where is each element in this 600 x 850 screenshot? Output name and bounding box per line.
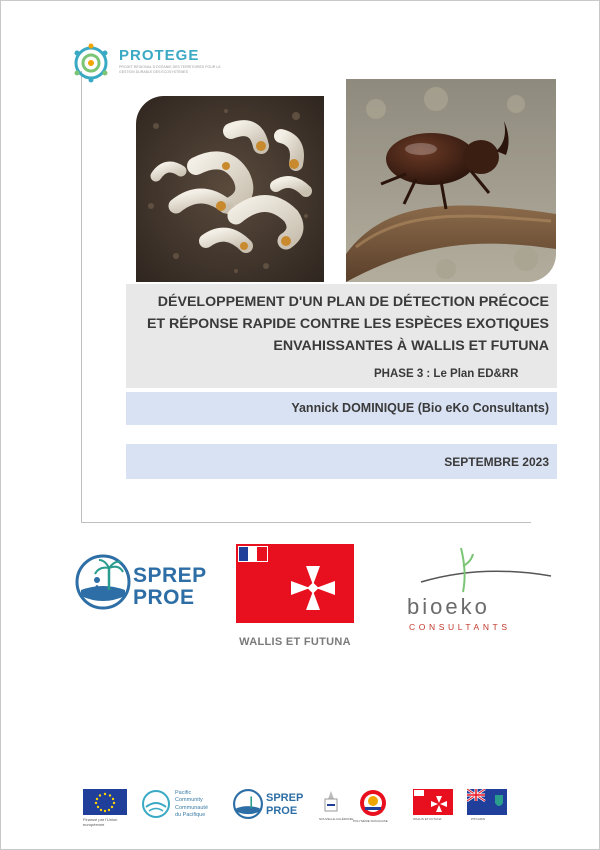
- bioeko-swoosh-icon: [401, 546, 556, 594]
- sprep-small-name: SPREP: [266, 792, 304, 804]
- title-line-3: ENVAHISSANTES À WALLIS ET FUTUNA: [273, 338, 549, 354]
- protege-emblem-icon: [69, 41, 113, 85]
- report-phase: PHASE 3 : Le Plan ED&RR: [374, 368, 519, 380]
- french-polynesia-emblem-icon: [359, 789, 387, 817]
- protege-brand-name: PROTEGE: [119, 47, 200, 64]
- date-band: [126, 444, 557, 479]
- french-polynesia-logo: [353, 789, 403, 825]
- author-band: [126, 392, 557, 425]
- rhinoceros-beetle-photo: [346, 79, 556, 282]
- wallis-futuna-label: WALLIS ET FUTUNA: [239, 636, 351, 648]
- proe-small-name: PROE: [266, 805, 298, 817]
- report-title: [129, 291, 549, 357]
- sprep-small-emblem-icon: [233, 789, 263, 819]
- sprep-small-logo: [233, 789, 305, 825]
- new-caledonia-logo: [319, 789, 354, 825]
- sprep-name: SPREP: [133, 564, 207, 587]
- protege-logo: [69, 41, 229, 85]
- eu-flag-icon: [83, 789, 127, 815]
- new-caledonia-emblem-icon: [319, 789, 343, 815]
- bioeko-logo: [401, 546, 556, 641]
- pacific-community-icon: [141, 789, 173, 819]
- proe-name: PROE: [133, 586, 195, 609]
- pacific-line-3: Communauté: [175, 805, 209, 811]
- grubs-photo: [136, 96, 324, 282]
- eu-caption: Financé par l'Union européenne: [83, 817, 118, 827]
- pitcairn-caption: PITCAIRN: [471, 817, 486, 821]
- eu-logo: [83, 789, 127, 825]
- french-polynesia-caption: POLYNÉSIE FRANÇAISE: [353, 819, 388, 823]
- pitcairn-flag-icon: [467, 789, 507, 815]
- bioeko-name: bioeko: [407, 594, 490, 619]
- wallis-futuna-small-logo: [413, 789, 453, 825]
- wallis-futuna-flag: [236, 544, 354, 623]
- pacific-line-1: Pacific: [175, 790, 192, 796]
- report-date: SEPTEMBRE 2023: [444, 455, 549, 469]
- frame-line-horizontal: [81, 522, 531, 523]
- title-line-1: DÉVELOPPEMENT D'UN PLAN DE DÉTECTION PRÉCOCE: [157, 294, 549, 310]
- title-band: [126, 284, 557, 388]
- sprep-logo: [75, 554, 205, 614]
- new-caledonia-caption: NOUVELLE-CALÉDONIE: [319, 817, 354, 821]
- title-line-2: ET RÉPONSE RAPIDE CONTRE LES ESPÈCES EXOTIQUES: [146, 316, 549, 332]
- wallis-futuna-small-caption: WALLIS ET FUTUNA: [413, 817, 442, 821]
- report-author: Yannick DOMINIQUE (Bio eKo Consultants): [291, 401, 549, 415]
- sprep-emblem-icon: [75, 554, 131, 610]
- wallis-futuna-small-flag-icon: [413, 789, 453, 815]
- bioeko-subtitle: CONSULTANTS: [409, 622, 511, 632]
- pacific-line-2: Community: [175, 797, 203, 803]
- pacific-community-logo: [141, 789, 211, 825]
- protege-tagline: PROJET RÉGIONAL D'OCÉANIE DES TERRITOIRES POUR LA GESTION DURABLE DES ÉCOSYSTÈMES: [119, 65, 221, 74]
- frame-line-vertical: [81, 71, 82, 523]
- pitcairn-logo: [467, 789, 509, 825]
- pacific-line-4: du Pacifique: [175, 812, 206, 818]
